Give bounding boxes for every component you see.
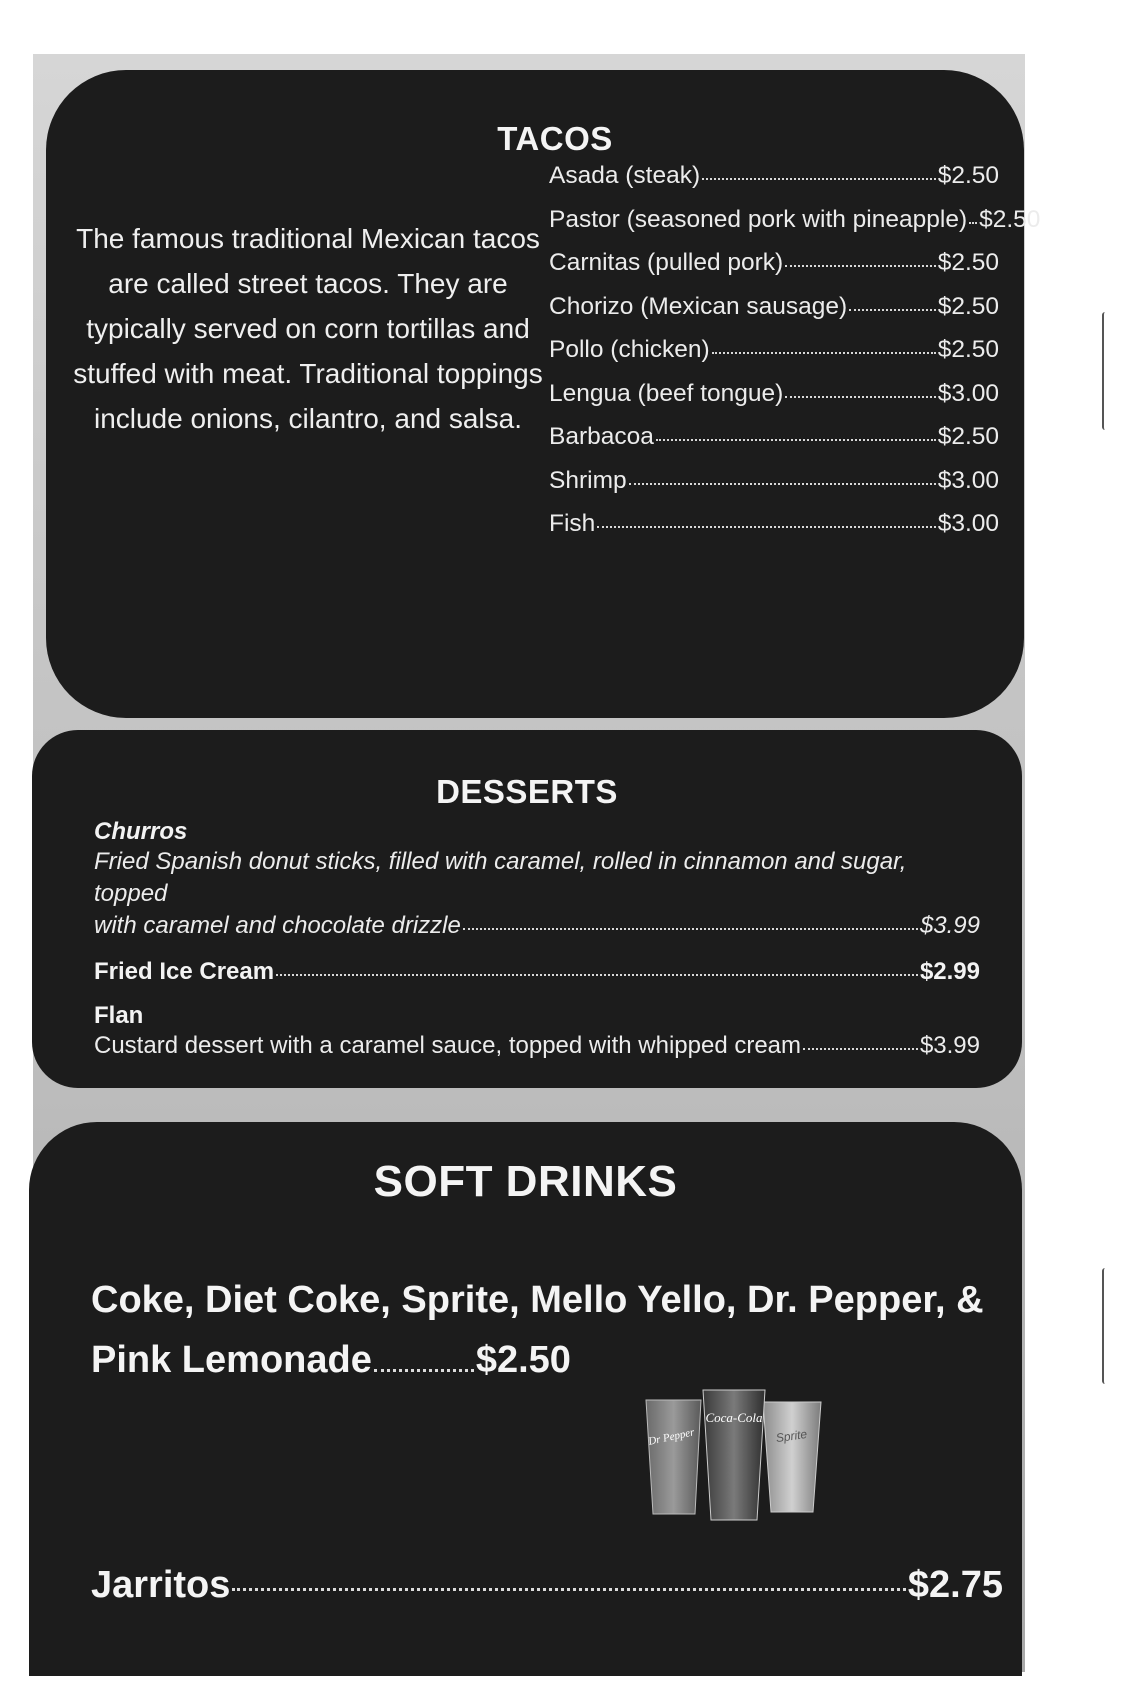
dot-leader	[232, 1588, 906, 1591]
soft-drinks-line-2	[91, 1330, 991, 1390]
item-name: Pastor (seasoned pork with pineapple)	[549, 205, 968, 233]
item-name: Shrimp	[549, 466, 627, 494]
item-price: $2.50	[937, 423, 999, 450]
item-name: Fish	[549, 510, 596, 537]
dot-leader	[463, 928, 918, 930]
item-price: $2.50	[937, 292, 999, 320]
item-price: $2.50	[979, 205, 1041, 233]
taco-item	[549, 423, 999, 467]
dessert-name: Fried Ice Cream	[94, 958, 275, 985]
dot-leader	[785, 265, 935, 267]
dot-leader	[712, 352, 936, 354]
coca-cola-logo: Coca-Cola	[705, 1410, 763, 1425]
dessert-price-row	[94, 1030, 980, 1062]
dessert-price: $3.99	[919, 1032, 980, 1059]
item-price: $2.50	[937, 249, 999, 276]
desserts-panel	[32, 730, 1022, 1088]
taco-item	[549, 467, 999, 511]
soda-cups-image	[641, 1382, 831, 1522]
item-name: Carnitas (pulled pork)	[549, 249, 784, 276]
dot-leader	[629, 483, 936, 485]
binder-mark-top	[1102, 312, 1108, 430]
desserts-title: DESSERTS	[436, 773, 618, 810]
dessert-item-fried-ice-cream	[94, 958, 980, 986]
desserts-list	[94, 818, 980, 1078]
jarritos-row	[91, 1564, 1003, 1607]
dot-leader	[656, 439, 936, 441]
dessert-description: Fried Spanish donut sticks, filled with caramel, rolled in cinnamon and sugar, topped	[94, 848, 907, 907]
dot-leader	[597, 526, 935, 528]
dot-leader	[849, 309, 935, 311]
item-price: $2.50	[937, 336, 999, 363]
taco-item	[549, 249, 999, 293]
dessert-name: Flan	[94, 1002, 144, 1029]
soft-drinks-title: SOFT DRINKS	[373, 1157, 678, 1206]
dot-leader	[702, 178, 936, 180]
taco-item	[549, 336, 999, 380]
tacos-description: The famous traditional Mexican tacos are called street tacos. They are typically served on corn tortillas and stuffed with meat. Traditional toppings include onions, cilantro, and salsa.	[73, 223, 543, 434]
soft-drinks-panel	[29, 1122, 1022, 1676]
item-name: Lengua (beef tongue)	[549, 379, 784, 407]
item-name: Pollo (chicken)	[549, 336, 710, 363]
dot-leader	[276, 974, 918, 976]
dessert-item-churros	[94, 818, 980, 942]
tacos-title: TACOS	[497, 120, 613, 157]
item-price: $3.00	[937, 466, 999, 494]
taco-item	[549, 510, 999, 554]
sprite-logo: Sprite	[774, 1426, 808, 1446]
item-price: $3.00	[937, 379, 999, 407]
dot-leader	[374, 1369, 474, 1372]
soft-drinks-last-item: Pink Lemonade	[91, 1339, 372, 1381]
dessert-item-flan	[94, 1002, 980, 1062]
item-name: Chorizo (Mexican sausage)	[549, 292, 848, 320]
dot-leader	[785, 396, 935, 398]
dr-pepper-logo: Dr Pepper	[647, 1426, 696, 1448]
taco-item	[549, 205, 1041, 250]
item-name: Asada (steak)	[549, 162, 701, 189]
soft-drinks-line-1: Coke, Diet Coke, Sprite, Mello Yello, Dr. Pepper, &	[91, 1279, 984, 1321]
item-name: Barbacoa	[549, 423, 654, 450]
taco-item	[549, 380, 999, 424]
soft-drinks-price: $2.50	[475, 1339, 571, 1381]
dessert-price: $2.99	[919, 958, 980, 985]
item-price: $2.50	[937, 162, 999, 189]
taco-item	[549, 293, 999, 337]
dessert-price-row	[94, 910, 980, 942]
dessert-name: Churros	[94, 818, 188, 845]
tacos-list	[549, 162, 1041, 554]
taco-item	[549, 162, 999, 206]
dessert-description: Custard dessert with a caramel sauce, topped with whipped cream	[94, 1032, 802, 1059]
binder-mark-bottom	[1102, 1268, 1108, 1384]
dessert-price: $3.99	[919, 912, 980, 939]
dr-pepper-cup	[646, 1400, 701, 1514]
dot-leader	[969, 222, 977, 224]
jarritos-name: Jarritos	[91, 1564, 231, 1606]
item-price: $3.00	[937, 510, 999, 537]
dot-leader	[803, 1048, 918, 1050]
sprite-cup	[763, 1402, 821, 1512]
soft-drinks-list	[91, 1270, 991, 1390]
dessert-description-end: with caramel and chocolate drizzle	[94, 912, 461, 939]
tacos-panel	[46, 70, 1041, 718]
jarritos-price: $2.75	[907, 1564, 1003, 1606]
